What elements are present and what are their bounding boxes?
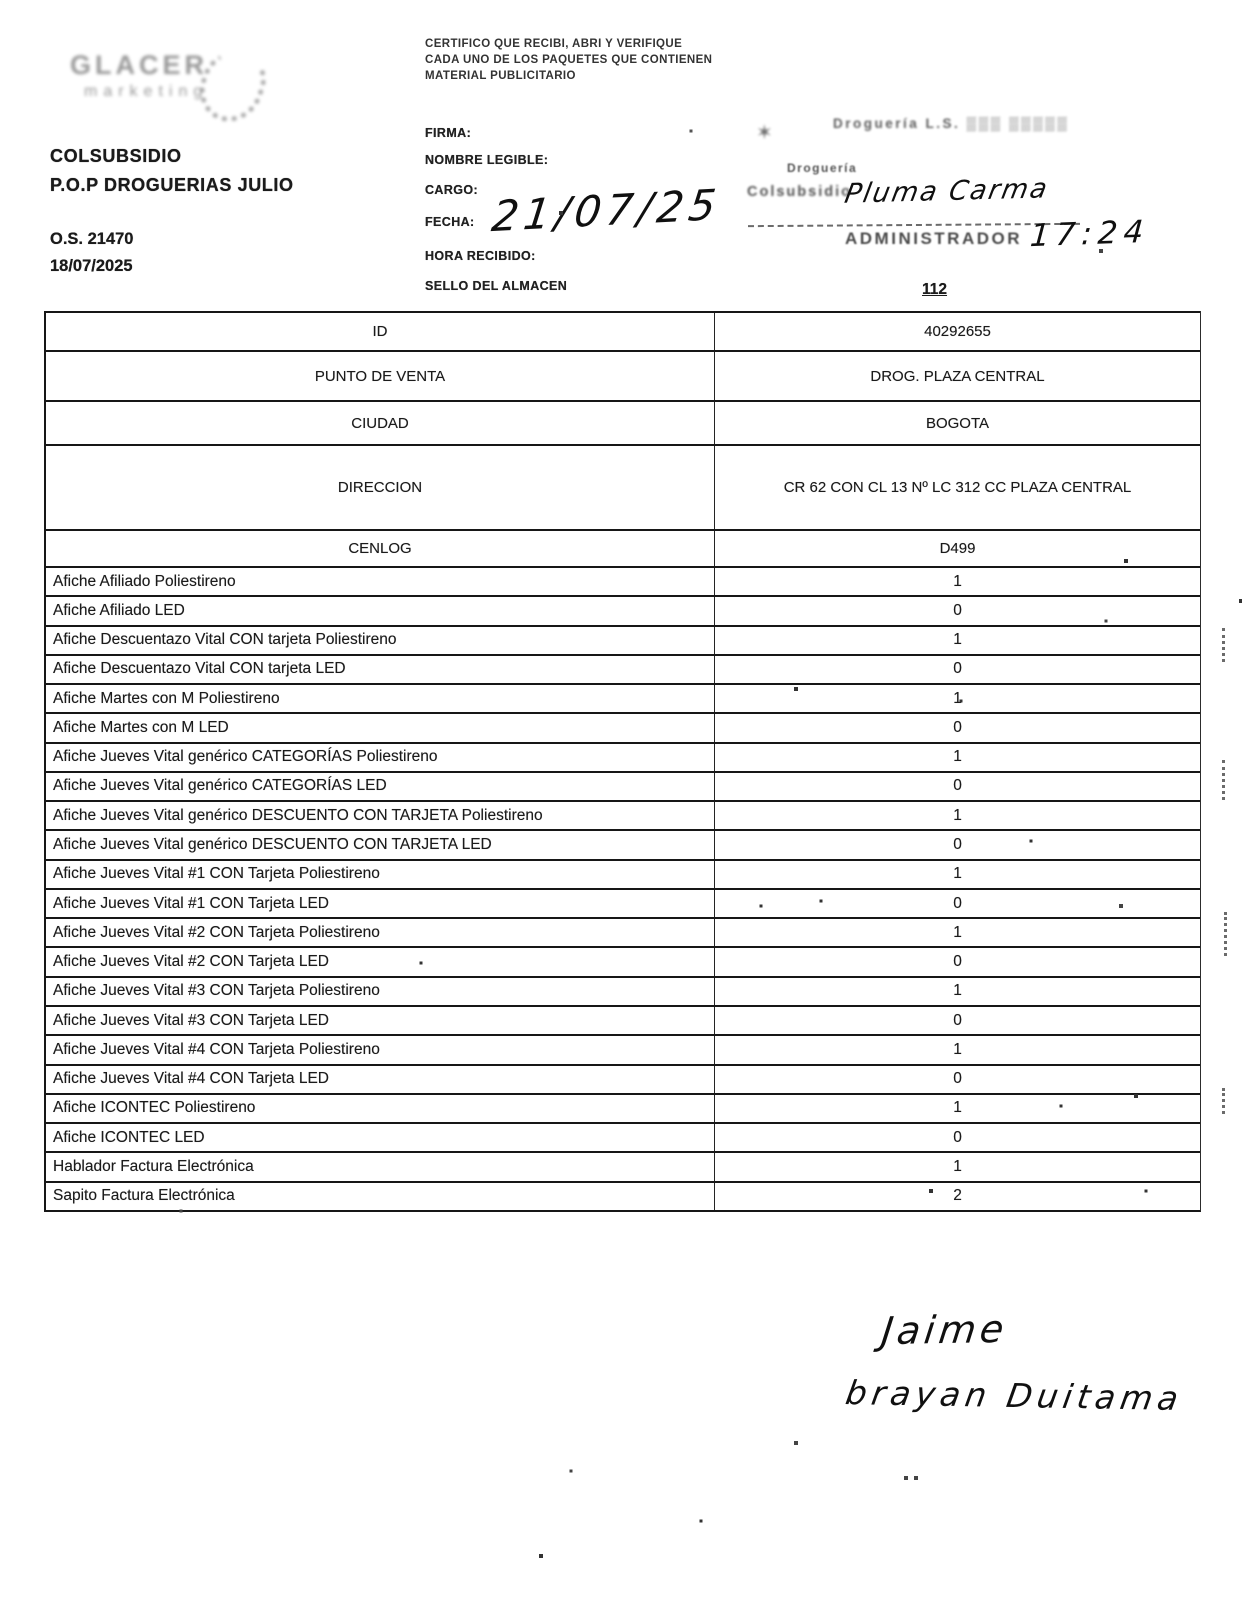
info-value: DROG. PLAZA CENTRAL: [870, 367, 1045, 385]
stamp-header-text: Droguería L.S. ▒▒▒ ▒▒▒▒▒: [833, 116, 1070, 131]
item-label: Hablador Factura Electrónica: [46, 1153, 715, 1180]
table-row: [46, 1005, 1200, 1034]
table-row: [46, 566, 1200, 595]
info-row-ciudad: [46, 400, 1200, 444]
scan-noise-dots: [0, 0, 2, 2]
item-label: Sapito Factura Electrónica: [46, 1183, 715, 1210]
sello-almacen-label: SELLO DEL ALMACEN: [425, 279, 568, 293]
table-row: [46, 595, 1200, 624]
stamp-logo-mark-icon: ✶: [756, 122, 773, 144]
scan-edge-mark: [1222, 760, 1227, 800]
item-quantity: 1: [953, 1040, 962, 1058]
item-label: Afiche Jueves Vital #2 CON Tarjeta Poliestireno: [46, 919, 715, 946]
hora-recibido-label: HORA RECIBIDO:: [425, 249, 536, 263]
item-label: Afiche Martes con M Poliestireno: [46, 685, 715, 712]
item-quantity: 1: [953, 689, 962, 707]
receiver-name-handwritten-line1: Jaime: [879, 1306, 1011, 1354]
table-row: [46, 1064, 1200, 1093]
item-label: Afiche Martes con M LED: [46, 714, 715, 741]
table-row: [46, 859, 1200, 888]
info-label: DIRECCION: [46, 446, 715, 529]
item-quantity: 1: [953, 806, 962, 824]
item-label: Afiche Jueves Vital genérico DESCUENTO CON TARJETA Poliestireno: [46, 802, 715, 829]
info-label: CENLOG: [46, 531, 715, 566]
item-quantity: 1: [953, 748, 962, 766]
delivery-table: [44, 311, 1201, 1212]
item-label: Afiche Jueves Vital #2 CON Tarjeta LED: [46, 948, 715, 975]
stamp-drogueria-label: Droguería: [787, 161, 858, 175]
item-label: Afiche Jueves Vital genérico CATEGORÍAS LED: [46, 773, 715, 800]
campaign-title: P.O.P DROGUERIAS JULIO: [50, 175, 294, 195]
item-label: Afiche Jueves Vital #3 CON Tarjeta LED: [46, 1007, 715, 1034]
fecha-handwritten-value: 21/07/25: [489, 179, 724, 242]
table-row: [46, 1181, 1200, 1210]
info-value: CR 62 CON CL 13 Nº LC 312 CC PLAZA CENTRAL: [783, 479, 1132, 496]
table-row: [46, 1151, 1200, 1180]
table-row: [46, 1122, 1200, 1151]
item-quantity: 1: [953, 865, 962, 883]
item-label: Afiche Descuentazo Vital CON tarjeta Poliestireno: [46, 627, 715, 654]
info-row-punto-de-venta: [46, 350, 1200, 400]
info-value: BOGOTA: [925, 414, 990, 432]
item-label: Afiche Jueves Vital #1 CON Tarjeta Poliestireno: [46, 861, 715, 888]
nombre-legible-label: NOMBRE LEGIBLE:: [425, 153, 549, 167]
item-quantity: 1: [953, 923, 962, 941]
item-label: Afiche Jueves Vital genérico CATEGORÍAS Poliestireno: [46, 744, 715, 771]
item-quantity: 0: [953, 601, 962, 619]
stamp-colsubsidio-label: Colsubsidio: [747, 184, 852, 200]
item-quantity: 0: [953, 894, 962, 912]
item-quantity: 0: [953, 1011, 962, 1029]
table-row: [46, 625, 1200, 654]
item-quantity: 0: [953, 953, 962, 971]
item-quantity: 1: [953, 982, 962, 1000]
items-table-body: [46, 566, 1200, 1210]
table-row: [46, 888, 1200, 917]
info-value: 40292655: [924, 323, 991, 340]
item-quantity: 2: [953, 1187, 962, 1205]
item-label: Afiche ICONTEC LED: [46, 1124, 715, 1151]
scan-edge-mark: [1224, 912, 1229, 956]
table-row: [46, 771, 1200, 800]
info-label: ID: [46, 313, 715, 350]
fecha-label: FECHA:: [425, 215, 475, 229]
company-name: COLSUBSIDIO: [50, 146, 182, 166]
item-label: Afiche Jueves Vital #4 CON Tarjeta Poliestireno: [46, 1036, 715, 1063]
item-label: Afiche Jueves Vital #1 CON Tarjeta LED: [46, 890, 715, 917]
firma-label: FIRMA:: [425, 126, 472, 140]
item-label: Afiche Jueves Vital #3 CON Tarjeta Poliestireno: [46, 978, 715, 1005]
item-quantity: 1: [953, 1157, 962, 1175]
info-row-id: [46, 311, 1200, 350]
order-date: 18/07/2025: [50, 257, 133, 275]
cargo-label: CARGO:: [425, 183, 479, 197]
info-row-cenlog: [46, 529, 1200, 566]
item-quantity: 0: [953, 1128, 962, 1146]
item-label: Afiche Afiliado Poliestireno: [46, 568, 715, 595]
item-label: Afiche Jueves Vital genérico DESCUENTO CON TARJETA LED: [46, 831, 715, 858]
table-row: [46, 1034, 1200, 1063]
table-row: [46, 683, 1200, 712]
item-label: Afiche Jueves Vital #4 CON Tarjeta LED: [46, 1066, 715, 1093]
table-row: [46, 1093, 1200, 1122]
item-quantity: 0: [953, 718, 962, 736]
item-quantity: 0: [953, 1070, 962, 1088]
item-quantity: 1: [953, 572, 962, 590]
table-row: [46, 917, 1200, 946]
receiver-name-handwritten-line2: brayan Duitama: [842, 1373, 1186, 1418]
table-row: [46, 654, 1200, 683]
certification-statement: CERTIFICO QUE RECIBI, ABRI Y VERIFIQUE CADA UNO DE LOS PAQUETES QUE CONTIENEN MATERIAL PUBLICITARIO: [425, 38, 713, 82]
scan-edge-mark: [1222, 628, 1227, 662]
scan-edge-mark: [1222, 1088, 1227, 1114]
item-quantity: 0: [953, 777, 962, 795]
info-value: D499: [939, 540, 976, 557]
table-row: [46, 946, 1200, 975]
time-handwritten: 17:24: [1028, 213, 1151, 255]
page-number: 112: [922, 281, 948, 298]
signature-handwritten: Pluma Carma: [842, 173, 1052, 210]
company-logo: [70, 50, 255, 128]
order-number: O.S. 21470: [50, 230, 134, 248]
logo-text-line1: GLACER: [70, 50, 208, 80]
item-label: Afiche Afiliado LED: [46, 597, 715, 624]
table-row: [46, 829, 1200, 858]
item-quantity: 1: [953, 631, 962, 649]
table-row: [46, 800, 1200, 829]
table-row: [46, 742, 1200, 771]
info-label: PUNTO DE VENTA: [46, 352, 715, 400]
item-label: Afiche Descuentazo Vital CON tarjeta LED: [46, 656, 715, 683]
item-label: Afiche ICONTEC Poliestireno: [46, 1095, 715, 1122]
item-quantity: 0: [953, 660, 962, 678]
stamp-role-text: ADMINISTRADOR: [845, 229, 1022, 248]
item-quantity: 0: [953, 836, 962, 854]
info-label: CIUDAD: [46, 402, 715, 444]
item-quantity: 1: [953, 1099, 962, 1117]
table-row: [46, 976, 1200, 1005]
table-row: [46, 712, 1200, 741]
info-row-direccion: [46, 444, 1200, 529]
logo-text-line2: marketing: [84, 83, 209, 100]
